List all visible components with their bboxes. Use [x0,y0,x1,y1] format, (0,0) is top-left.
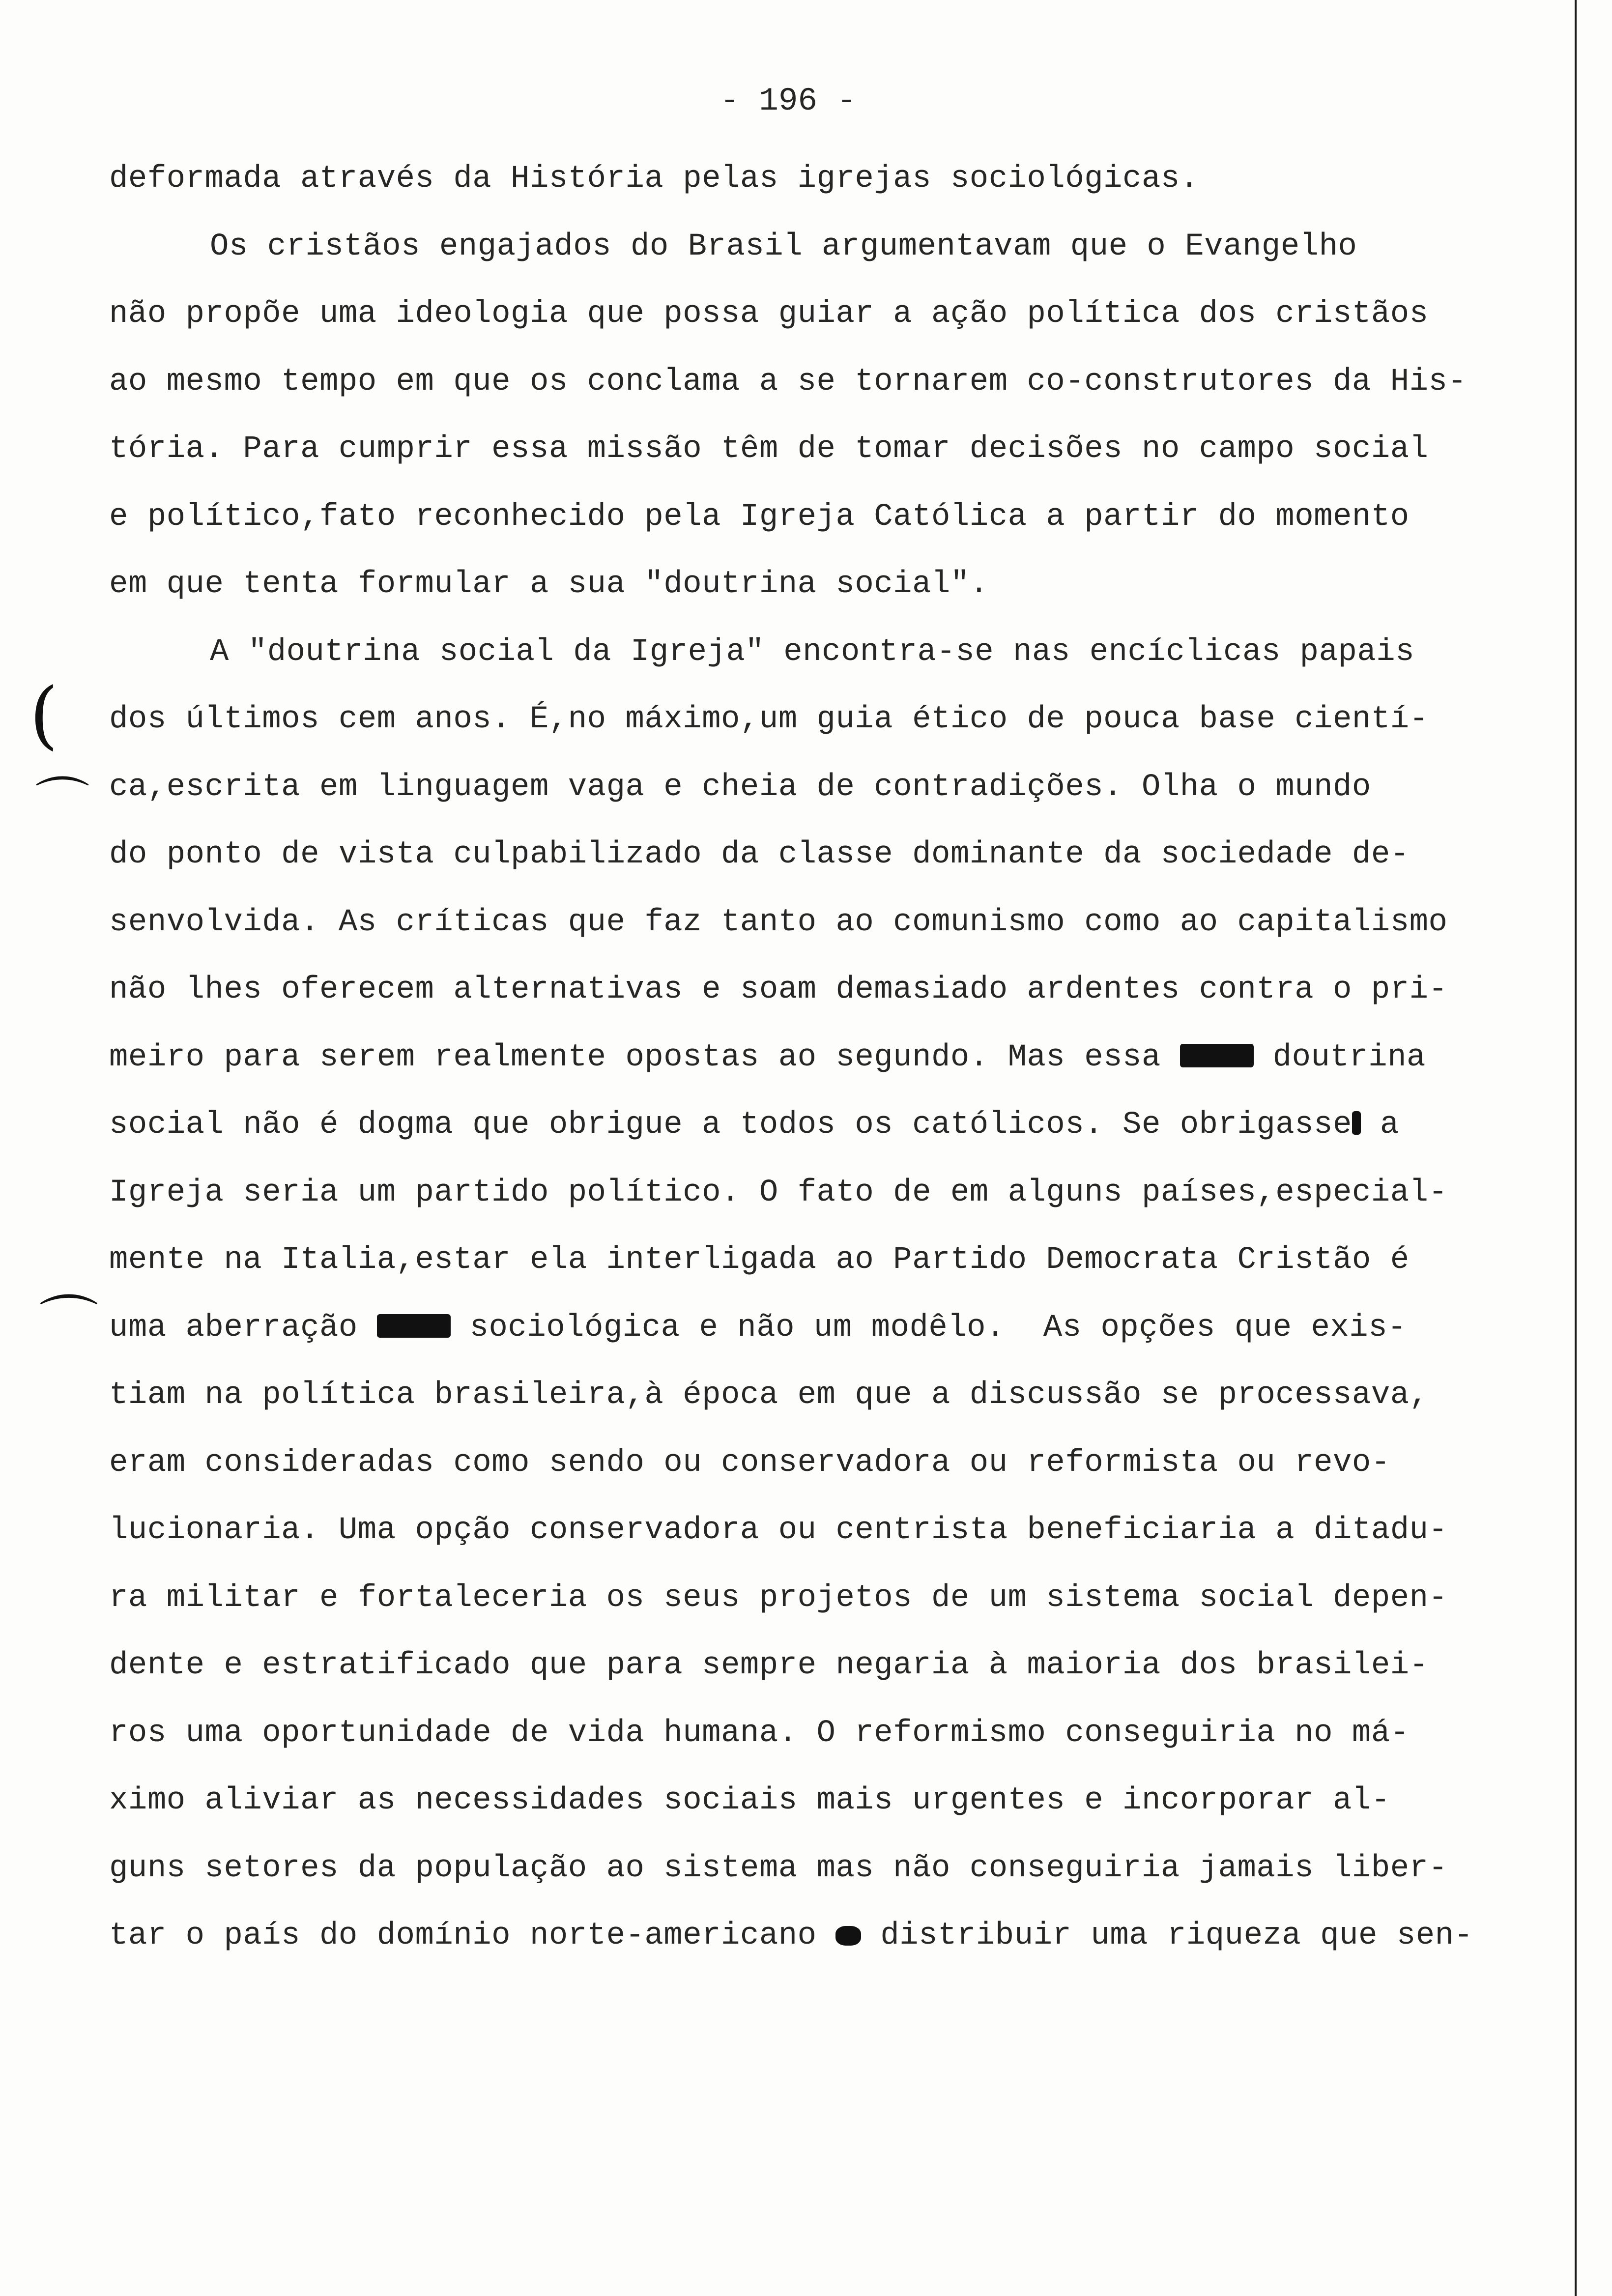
right-edge-rule [1575,0,1577,2296]
text-line [109,1767,1534,1835]
text-line-segment: deformada através da História pelas igrejas sociológicas. [109,161,1199,197]
text-line-segment: distribuir uma riqueza que sen- [880,1918,1473,1953]
text-line [109,213,1534,281]
text-line-segment: senvolvida. As críticas que faz tanto ao comunismo como ao capitalismo [109,904,1448,940]
redaction-mark [835,1926,861,1946]
text-line [109,1700,1534,1768]
text-line [109,281,1534,348]
text-line-segment: a [1360,1107,1399,1143]
text-line-segment: em que tenta formular a sua "doutrina social". [109,567,989,602]
text-line-segment: uma aberração [109,1310,377,1346]
text-line [109,1294,1534,1362]
text-line-segment: não propõe uma ideologia que possa guiar a ação política dos cristãos [109,296,1429,332]
text-line-segment: do ponto de vista culpabilizado da classe dominante da sociedade de- [109,837,1410,872]
text-line-segment: dente e estratificado que para sempre negaria à maioria dos brasilei- [109,1648,1429,1683]
redaction-mark [1352,1111,1361,1135]
text-line [109,145,1534,213]
text-line [109,1227,1534,1294]
margin-hook-mark: ⌒ [35,772,89,835]
text-line-segment: ca,escrita em linguagem vaga e cheia de contradições. Olha o mundo [109,769,1371,805]
text-line [109,1632,1534,1700]
margin-hook-mark: ⌒ [39,1290,98,1358]
text-line [109,1024,1534,1092]
text-line-segment: meiro para serem realmente opostas ao segundo. Mas essa [109,1039,1180,1075]
body-text [109,145,1534,1970]
text-line-segment: sociológica e não um modêlo. As opções que exis- [469,1310,1407,1346]
text-line [109,1362,1534,1430]
margin-bracket-mark: ( [29,672,58,758]
text-line-segment: ao mesmo tempo em que os conclama a se tornarem co-construtores da His- [109,364,1467,400]
text-line [109,619,1534,687]
text-line-segment: não lhes oferecem alternativas e soam demasiado ardentes contra o pri- [109,972,1448,1007]
redaction-mark [377,1314,451,1338]
text-line [109,551,1534,619]
text-line [109,889,1534,957]
text-line-segment: mente na Italia,estar ela interligada ao Partido Democrata Cristão é [109,1242,1410,1278]
text-line [109,1430,1534,1497]
page-number: - 196 - [720,83,857,119]
text-line-segment: ra militar e fortaleceria os seus projetos de um sistema social depen- [109,1580,1448,1616]
text-line [109,348,1534,416]
text-line-segment: tar o país do domínio norte-americano [109,1918,836,1953]
text-line-segment: social não é dogma que obrigue a todos os católicos. Se obrigasse [109,1107,1352,1143]
text-line [109,484,1534,551]
text-line-segment: A "doutrina social da Igreja" encontra-se nas encíclicas papais [210,634,1415,670]
text-line [109,416,1534,484]
text-line [109,754,1534,822]
text-line-segment: dos últimos cem anos. É,no máximo,um guia ético de pouca base cientí- [109,702,1429,737]
text-line [109,686,1534,754]
text-line [109,956,1534,1024]
text-line-segment: tória. Para cumprir essa missão têm de tomar decisões no campo social [109,431,1429,467]
text-line-segment: guns setores da população ao sistema mas não conseguiria jamais liber- [109,1850,1448,1886]
text-line-segment: tiam na política brasileira,à época em que a discussão se processava, [109,1378,1429,1413]
text-line [109,1091,1534,1159]
text-line [109,1835,1534,1903]
text-line-segment: e político,fato reconhecido pela Igreja Católica a partir do momento [109,499,1410,535]
text-line-segment: lucionaria. Uma opção conservadora ou centrista beneficiaria a ditadu- [109,1513,1448,1548]
text-line [109,821,1534,889]
text-line [109,1565,1534,1633]
text-line-segment: doutrina [1272,1039,1426,1075]
text-line [109,1497,1534,1565]
text-line-segment: Igreja seria um partido político. O fato de em alguns países,especial- [109,1175,1448,1210]
text-line [109,1159,1534,1227]
redaction-mark [1180,1044,1254,1067]
text-line [109,1902,1534,1970]
text-line-segment: ros uma oportunidade de vida humana. O reformismo conseguiria no má- [109,1715,1410,1751]
text-line-segment: Os cristãos engajados do Brasil argumentavam que o Evangelho [210,229,1357,264]
text-line-segment: ximo aliviar as necessidades sociais mais urgentes e incorporar al- [109,1783,1390,1818]
text-line-segment: eram consideradas como sendo ou conservadora ou reformista ou revo- [109,1445,1390,1481]
